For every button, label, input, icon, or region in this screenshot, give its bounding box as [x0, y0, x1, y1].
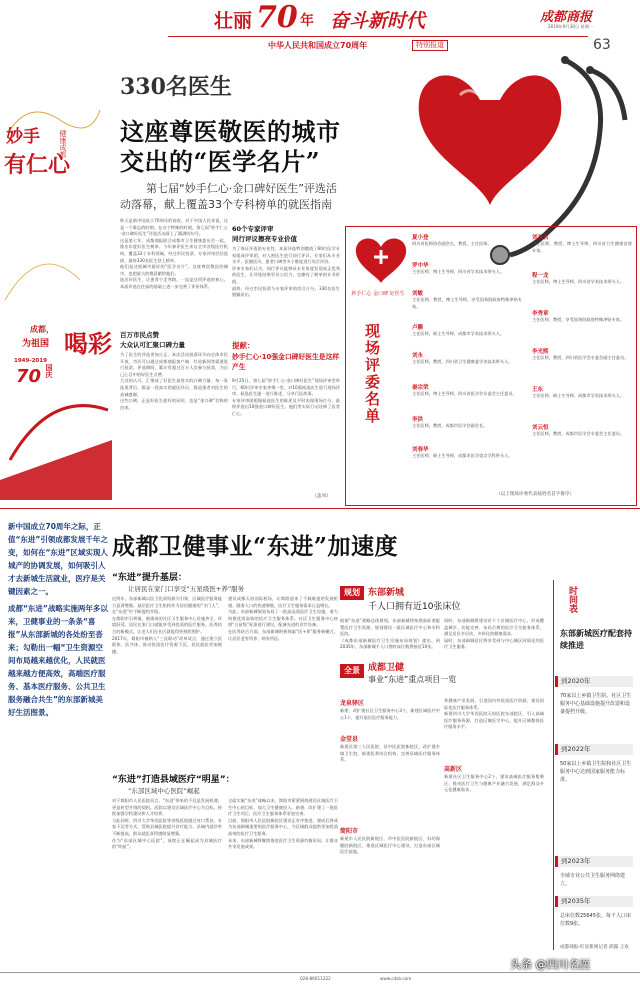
article1-headline-2: 交出的“医学名片”	[120, 147, 321, 176]
timeline-text: 总床位数25645张，每千人口床位数9张。	[560, 913, 631, 927]
article2-lead: 新中国成立70周年之际，正值“东进”引领成都发展千年之变，如何在“东进”区域实现人城产的协调发展，如何吸引人才去新城生活就业，医疗是关键因素之一。	[8, 522, 108, 596]
timeline-byline: 成都商报-红星新闻记者 邱露 王欢	[560, 945, 629, 950]
salute-a: 成都，	[30, 325, 54, 334]
newspaper-name: 成都商报	[540, 10, 593, 25]
committee-desc: 主任医师，硕士生导师，成都市医学重点学科带头人。	[412, 453, 513, 458]
committee-desc: 主任医师，博士生导师，四川省学术技术带头人。	[412, 269, 505, 274]
article1-sub1b: 大众认可汇聚口碑力量	[120, 341, 185, 349]
timeline-text: 全域专业公共卫生服务网络建立。	[560, 873, 626, 887]
committee-box	[345, 226, 637, 506]
overview-col2: 养健康产业发展，引进国内外优质医疗资源，建设国际化医疗服务体系。 新建四川大学华西医院天府医院东部院区，引入高端医疗服务资源，打造区域医学中心，提升区域整体医疗服务水平。	[444, 698, 544, 730]
page-header	[0, 0, 640, 36]
district-label: 金堂县	[340, 736, 359, 743]
committee-desc: 主任医师，教授，博士生导师，享受国务院政府特殊津贴专家。	[412, 297, 522, 309]
article1-col2: 为了保证评选的专业性，本届评选特别邀请了60位医学专家组成评审团，对入围医生进行同行评议。专家们从专业水平、医德医风、患者口碑等多个维度进行综合评价。 评审专家们认为，同行评议能够从专业角度发现真正优秀的医生，让评选结果更具公信力，也擦亮了榜单的专业价值。 最终，经过市民投票与专家评审的综合计分，330名医生脱颖而出。	[232, 246, 340, 298]
committee-name: 刘敏	[412, 291, 424, 297]
header-rule	[168, 36, 588, 37]
committee-desc: 四川省医师协会副会长，教授，主任医师。	[412, 241, 492, 246]
article1-quote-label: 提献：	[232, 341, 255, 350]
article2-sub1b: 让居民在家门口享受“五星级医+养”服务	[128, 585, 245, 593]
overview-sub: 事业“东进”重点项目一览	[368, 675, 457, 684]
plan-sub: 千人口拥有近10张床位	[368, 602, 461, 612]
timeline-year: 到2020年	[555, 676, 633, 687]
committee-name: 刘云恒	[532, 425, 549, 431]
article1-headline-1: 这座尊医敬医的城市	[120, 117, 341, 146]
article1-deck-1: 第七届“妙手仁心·金口碑好医生”评选活	[146, 182, 337, 195]
timeline-rule	[553, 580, 554, 950]
plan-col2: 同时，东部新城将建设若干个区域医疗中心，形成覆盖城乡、功能完善、布局合理的医疗卫生服务体系，满足居民多层次、多样化的健康需求。 届时，东部新城居民将享受到与中心城区同质化的医疗卫生服务。	[444, 618, 544, 650]
district-label: 龙泉驿区	[340, 700, 365, 707]
committee-name: 程一龙	[532, 273, 549, 279]
article1-quote: 妙手仁心·10强金口碑好医生是这样产生	[232, 353, 340, 371]
banner-70: 70	[256, 0, 298, 35]
overview-title: 成都卫健	[368, 663, 405, 673]
committee-desc: 主任医师，教授，享受国务院政府特殊津贴专家。	[532, 317, 625, 322]
issue-date: 2019年9月30日 星期一	[548, 24, 594, 29]
article1-sub2b: 同行评议擦亮专业价值	[232, 235, 297, 243]
committee-name: 李秀章	[532, 311, 549, 317]
committee-title: 现场评委名单	[363, 323, 381, 425]
article2-col3: 对于简阳市人民医院而言，“东进”带来的不仅是发展机遇，更是转型升级的契机。医院以建设区域医疗中心为目标，持续加强学科建设和人才培养。 与此同时，四川大学华西医院等省级医院通过对口帮扶、专家下沉等方式，帮助县域医院提升诊疗能力。县域内就诊率不断提高，群众就医获得感明显增强。 作为“东部区域中心医院”，该院正在崛起成为县域医疗的“明星”。	[112, 798, 222, 850]
sidebar-years: 1949-2019	[14, 358, 47, 364]
slogan-c: 健康成都	[59, 130, 67, 158]
committee-desc: 主任医师，博士生导师，四川省学术技术带头人。	[532, 279, 625, 284]
committee-name: 夏小登	[412, 235, 429, 241]
committee-badge: 妙手仁心 金口碑 好医生	[351, 291, 405, 297]
timeline-title: 东部新城医疗配套持续推进	[560, 629, 632, 650]
article1-sub1: 百万市民点赞	[120, 331, 159, 339]
slogan-b: 有仁心	[4, 152, 71, 178]
committee-desc: 主任医师，博士生导师，四川省医学会专委会主任委员。	[412, 391, 517, 396]
district-desc: 新建市人民医院新院区、市中医医院新院区、妇幼保健院新院区，推进区域医疗中心建设，打造东部区域医疗高地。	[340, 836, 440, 855]
committee-desc: 主任医师，教授，四川省卫生健康委学术技术带头人。	[412, 359, 513, 364]
salute-c: 喝彩	[64, 329, 112, 358]
article1-deck-2: 动落幕，献上覆盖33个专科榜单的就医指南	[120, 198, 332, 211]
committee-name: 李洪	[412, 417, 424, 423]
footer-tel: 028-86611222	[300, 976, 331, 981]
sidebar-guoqing: 国庆	[45, 364, 53, 378]
committee-name: 罗中华	[412, 263, 429, 269]
plan-label: 规划	[340, 586, 364, 600]
overview-label: 全景	[340, 664, 364, 678]
article2-sub2: “东进”打造县域医疗“明星”：	[112, 775, 235, 785]
committee-desc: 主任医师，硕士生导师，成都市学术技术带头人。	[412, 331, 505, 336]
committee-name: 卢鹏	[412, 325, 424, 331]
article1-sub2: 60个专家评审	[232, 225, 274, 233]
page-number: 63	[593, 37, 611, 53]
committee-name: 刘永	[412, 353, 424, 359]
committee-name: 秦宗荣	[412, 385, 429, 391]
banner-right: 奋斗新时代	[330, 10, 426, 32]
committee-name: 王东	[532, 387, 544, 393]
article2-lead-block	[8, 520, 108, 719]
timeline-text: 70家以上乡镇卫生院、社区卫生服务中心基础设施提升改造和设备提档升级。	[560, 693, 632, 715]
special-tag: 特别报道	[412, 40, 448, 51]
committee-desc: 主任医师，教授，四川省医学会专委会副主任委员。	[532, 355, 629, 360]
article1-col2b: 9月25日，第七届“妙手仁心·金口碑好医生”现场评审会举行，60位评审专家齐聚一堂，对10强候选医生进行现场评审。候选医生逐一进行陈述，分享行医故事。 专家评审团根据候选医生的陈述及平时表现现场打分，最终评选出10强金口碑好医生。他们用实际行动诠释了医者仁心。	[232, 378, 340, 416]
committee-name: 李光熙	[532, 349, 549, 355]
article2-sub2b: “东部区域中心医院”崛起	[128, 787, 200, 795]
plan-col1: 根据“东进”战略总体规划，东部新城将按照高标准配置医疗卫生资源，规划建设一批区域医疗中心和专科医院。 《成都东部新城医疗卫生设施布局规划》提出，到2035年，东部新城千人口拥有床位数将接近10张。	[340, 618, 440, 650]
heart-icon	[419, 75, 562, 205]
watermark: 头条 @四川名医	[510, 958, 591, 971]
plan-title: 东部新城	[368, 588, 405, 598]
article2-col4: 全面实施“东进”战略以来，简阳市紧紧围绕建设区域医疗卫生中心的目标，加大卫生健康投入。新建、改扩建了一批医疗卫生项目，医疗卫生服务体系更加完善。 目前，简阳市人民医院新院区建设正有序推进，建成后将成为东部新城重要的医疗服务中心，为区域群众提供更加优质高效的医疗卫生服务。 未来，东部新城将继续推进医疗卫生资源均衡布局，让群众共享发展成果。	[228, 798, 338, 850]
district-desc: 新建社区卫生服务中心2个，建设高端医疗服务集聚区，推动医疗卫生与健康产业融合发展，满足群众多元化健康需求。	[444, 774, 544, 793]
committee-desc: 主任医师，教授，成都市医学会副会长。	[412, 423, 488, 428]
committee-footer: （以上现场评委代表按姓名首字排序）	[496, 492, 575, 497]
timeline-label: 时间表	[567, 586, 577, 613]
district-desc: 新建、改扩建社区卫生服务中心3个，新建区域医疗中心1个，提升基层医疗服务能力。	[340, 708, 440, 720]
article1-kicker: 330名医生	[120, 74, 232, 100]
section-divider	[0, 508, 640, 509]
banner-year: 年	[300, 13, 314, 29]
banner-left: 壮丽	[214, 10, 253, 32]
article2-lead2: 成都“东进”战略实施两年多以来，卫健事业的一条条“喜报”从东部新城的各处纷至沓来；勾勒出一幅“卫生资源空间布局越来越优化，人民就医越来越方便高效，高端医疗服务、基本医疗服务、公共卫生服务融合共生”的东部新城美好生活图景。	[8, 604, 108, 717]
footer-site: www.cdsb.com	[380, 976, 412, 981]
committee-name: 刘昌君	[532, 235, 549, 241]
slogan-a: 妙手	[6, 127, 40, 147]
committee-desc: 主任医师，教授，成都市医学会专委会主任委员。	[532, 431, 625, 436]
timeline-text: 50家以上乡镇卫生院和社区卫生服务中心达到国家服务能力标准。	[560, 761, 632, 783]
left-sidebar	[0, 60, 112, 500]
article1-col1b: 为了医生的评选更加公正，本次活动投票环节向全体市民开放，市民可以通过成都商报客户端、红星新闻等渠道进行投票。评选期间，累计有超过百万人次参与投票，为自己心目中的好医生点赞。 大众的认可，汇聚成了好医生最坚实的口碑力量。每一张选票背后，都是一段真实的就医经历，都是患者对医生的真诚感谢。 这些口碑，正是好医生最好的证明，也是“金口碑”名称的由来。	[120, 352, 228, 410]
district-desc: 新建县第三人民医院、县中医医院新院区，改扩建乡镇卫生院，新建医养结合机构，完善县域医疗服务体系。	[340, 744, 440, 763]
footer-rule	[0, 972, 640, 973]
district-label: 简阳市	[340, 828, 359, 835]
article2-sub1: “东进”提升基层：	[112, 573, 187, 583]
committee-desc: 主任医师，教授，博士生导师，四川省卫生健康首席专家。	[532, 241, 632, 253]
timeline-year: 到2035年	[555, 896, 633, 907]
timeline-year: 到2023年	[555, 856, 633, 867]
article1-byline: （盖凤）	[312, 494, 332, 499]
article2-headline: 成都卫健事业“东进”加速度	[112, 533, 398, 560]
committee-desc: 主任医师，硕士生导师，成都市学术技术带头人。	[532, 393, 625, 398]
article2-col1: 近两年，东部新城以医卫优质资源为引领，区域医疗服务能力显著增强。基层医疗卫生机构作为居民健康的“守门人”，在“东进”中不断提档升级。 在简阳市石桥镇，新建成的社区卫生服务中心设施齐全，环境舒适，居民在家门口就能享受到优质的医疗服务。医养结合的新模式，让老人们在社区就能得到持续照护。 2017年，简阳市被纳入“三医联动”改革试点，通过建立医联体、医共体，推动优质医疗资源下沉，居民就医更加便捷。	[112, 596, 222, 654]
timeline-year: 到2022年	[555, 744, 633, 755]
district-label: 高新区	[444, 766, 463, 773]
committee-name: 刘春华	[412, 447, 429, 453]
salute-b: 为祖国	[22, 339, 50, 349]
article1-col1: 昨天是新中国成立70周年的前夜，对于中国人民来说，这是一个难忘的时刻。在这个特殊的时刻，第七届“妙手仁心·金口碑好医生”评选活动画上了圆满的句号。 这是第七年，成都商报联合成都市卫生健康委员会一起，推出年度好医生榜单。今年参评医生来自全市各级医疗机构，覆盖33个专科领域，经过市民投票、专家评审层层选拔，最终330名医生登上榜单。 他们是这座城市最好的“医学名片”。这座尊医敬医的城市，也把最大的敬意献给他们。 选出好医生，让患者少走弯路，一直是这项评选的初心。本届评选在往届的基础上进一步完善了评价体系。	[120, 218, 228, 289]
header-subtitle: 中华人民共和国成立70周年	[268, 41, 368, 50]
heart-logo-icon	[352, 233, 410, 285]
article2-col2: 建设成都天府国际机场，让简阳迎来了千载难逢的发展机遇。随着人口的快速聚集，医疗卫生服务需求日益增长。 为此，东部新城规划布局了一批高品质医疗卫生设施，着力构建优质高效的医疗卫生服务体系。社区卫生服务中心按照“五星级”标准进行建设，配备先进的诊疗设备。 在医养结合方面，东部新城积极探索“医+养”服务新模式，让居民老有所养、病有所医。	[228, 596, 338, 641]
sidebar-70: 70	[16, 366, 42, 387]
